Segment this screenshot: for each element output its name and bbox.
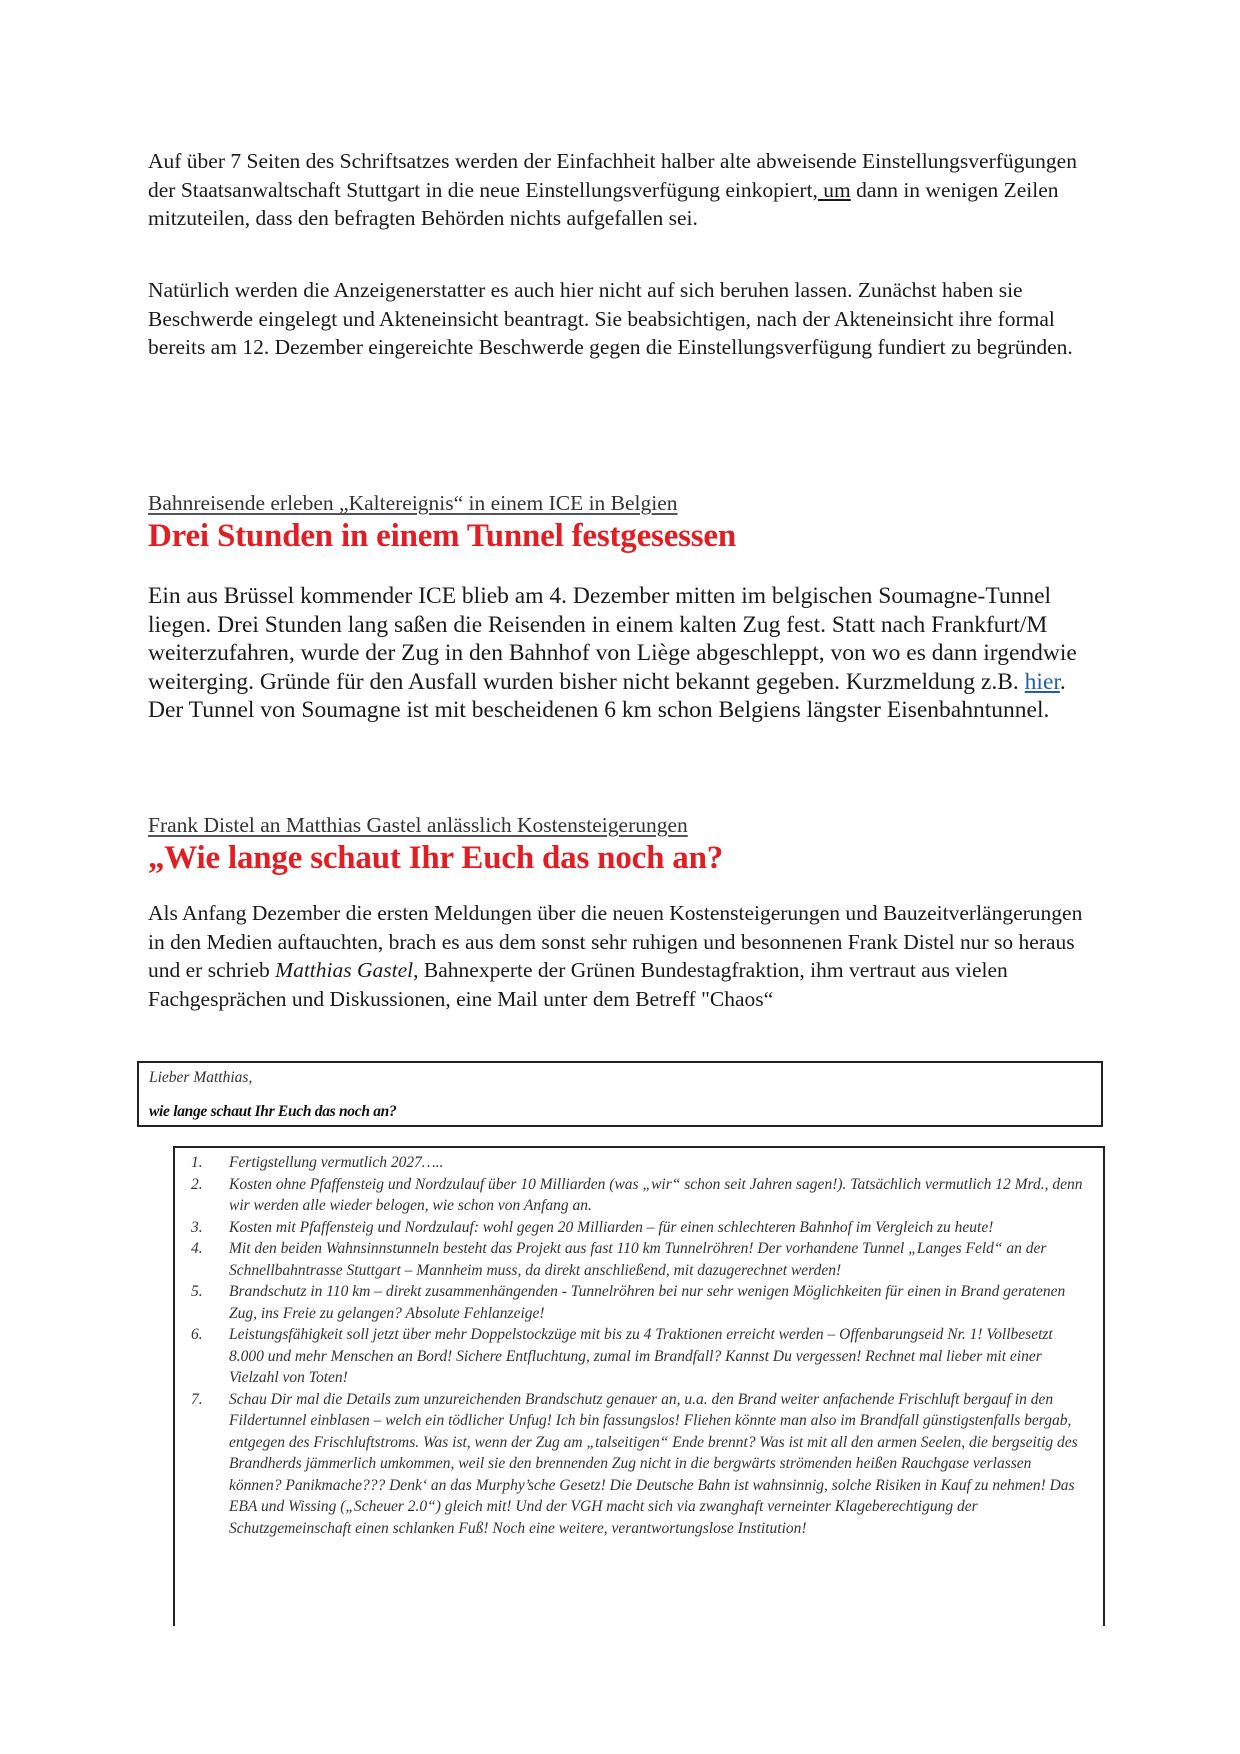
list-item-number: 5. (191, 1283, 203, 1300)
article2-body-text-a: Als Anfang Dezember die ersten Meldungen über die neuen Kostensteigerungen und Bauzeitverlängerungen in den Medien auftauchten, brach es aus dem sonst sehr ruhigen und besonnenen Frank Distel nur so heraus und er schrieb (148, 901, 1083, 982)
article2-kicker: Frank Distel an Matthias Gastel anlässlich Kostensteigerungen (148, 813, 688, 837)
intro-paragraph-1-text-b: dann in wenigen Zeilen mitzuteilen, dass den befragten Behörden nichts aufgefallen sei. (148, 177, 1059, 230)
intro-paragraph-1-underlined: , um (812, 177, 851, 202)
list-item-number: 1. (191, 1154, 203, 1171)
article1-headline: Drei Stunden in einem Tunnel festgesessen (148, 518, 737, 554)
article2-body (148, 899, 1098, 1013)
list-item (185, 1324, 1093, 1389)
list-item-text: Schau Dir mal die Details zum unzureichenden Brandschutz genauer an, u.a. den Brand weiter anfachende Frischluft bergauf in den Fildertunnel einblasen – welch ein tödlicher Unfug! Ich bin fassungslos! Fliehen könnte man also im Brandfall günstigstenfalls bergab, entgegen des Frischluftstroms. Was ist, wenn der Zug am „talseitigen“ Ende brennt? Was ist mit all den armen Seelen, die bergseitig des Brandherds jämmerlich umkommen, weil sie den brennenden Zug nicht in die bergwärts strömenden heißen Rauchgase verlassen können? Panikmache??? Denk‘ an das Murphy’sche Gesetz! Die Deutsche Bahn ist wahnsinnig, solche Risiken in Kauf zu nehmen! Das EBA und Wissing („Scheuer 2.0“) gleich mit! Und der VGH macht sich via zwanghaft verneinter Klageberechtigung der Schutzgemeinschaft einen schlanken Fuß! Noch eine weitere, verantwortungslose Institution! (229, 1390, 1078, 1537)
email-points-list (175, 1148, 1103, 1539)
article1-body-text-a: Ein aus Brüssel kommender ICE blieb am 4. Dezember mitten im belgischen Soumagne-Tunnel liegen. Drei Stunden lang saßen die Reisenden in einem kalten Zug fest. Statt nach Frankfurt/M weiterzufahren, wurde der Zug in den Bahnhof von Liège abgeschleppt, von wo es dann irgendwie weiterging. Gründe für den Ausfall wurden bisher nicht bekannt gegeben. Kurzmeldung z.B. (148, 583, 1077, 695)
article1-kicker: Bahnreisende erleben „Kaltereignis“ in einem ICE in Belgien (148, 491, 678, 515)
list-item-number: 7. (191, 1390, 203, 1408)
article2-body-text-b: , Bahnexperte der Grünen Bundestagfraktion, ihm vertraut aus vielen Fachgesprächen und Diskussionen, eine Mail unter dem Betreff "Chaos“ (148, 958, 1008, 1011)
list-item-number: 4. (191, 1240, 203, 1257)
article1-body-text-b: . Der Tunnel von Soumagne ist mit bescheidenen 6 km schon Belgiens längster Eisenbahntunnel. (148, 668, 1066, 723)
email-greeting-box (137, 1061, 1103, 1127)
intro-paragraph-2: Natürlich werden die Anzeigenerstatter es auch hier nicht auf sich beruhen lassen. Zunächst haben sie Beschwerde eingelegt und Akteneinsicht beantragt. Sie beabsichtigen, nach der Akteneinsicht ihre formal bereits am 12. Dezember eingereichte Beschwerde gegen die Einstellungsverfügung fundiert zu begründen. (148, 278, 1073, 359)
article1-body (148, 582, 1098, 725)
intro-paragraph-1 (148, 147, 1098, 233)
list-item-text: Kosten ohne Pfaffensteig und Nordzulauf über 10 Milliarden (was „wir“ schon seit Jahren sagen!). Tatsächlich vermutlich 12 Mrd., denn wir werden alle wieder belogen, wie schon von Anfang an. (229, 1175, 1083, 1214)
list-item-text: Leistungsfähigkeit soll jetzt über mehr Doppelstockzüge mit bis zu 4 Traktionen erreicht werden – Offenbarungseid Nr. 1! Vollbesetzt 8.000 und mehr Menschen an Bord! Sichere Entfluchtung, zumal im Brandfall? Kannst Du vergessen! Rechnet mal lieber mit einer Vielzahl von Toten! (229, 1326, 1053, 1386)
list-item (185, 1389, 1093, 1540)
article2-headline: „Wie lange schaut Ihr Euch das noch an? (148, 840, 724, 876)
list-item-number: 3. (191, 1218, 203, 1236)
list-item-number: 2. (191, 1175, 203, 1193)
list-item (185, 1281, 1093, 1324)
list-item (185, 1238, 1093, 1281)
intro-paragraph-1-text-a: Auf über 7 Seiten des Schriftsatzes werden der Einfachheit halber alte abweisende Einstellungsverfügungen der Staatsanwaltschaft Stuttgart in die neue Einstellungsverfügung einkopiert (148, 149, 1077, 202)
email-greeting: Lieber Matthias, (149, 1069, 253, 1086)
list-item-number: 6. (191, 1326, 203, 1343)
list-item (185, 1174, 1093, 1217)
article1-source-link[interactable]: hier (1024, 668, 1060, 695)
list-item-text: Kosten mit Pfaffensteig und Nordzulauf: wohl gegen 20 Milliarden – für einen schlechteren Bahnhof im Vergleich zu heute! (229, 1218, 994, 1236)
article2-body-recipient: Matthias Gastel (275, 958, 414, 982)
list-item (185, 1217, 1093, 1239)
email-points-box (173, 1146, 1105, 1626)
email-greeting-question: wie lange schaut Ihr Euch das noch an? (149, 1103, 397, 1120)
list-item-text: Mit den beiden Wahnsinnstunneln besteht das Projekt aus fast 110 km Tunnelröhren! Der vorhandene Tunnel „Langes Feld“ an der Schnellbahntrasse Stuttgart – Mannheim muss, da direkt anschließend, mit dazugerechnet werden! (229, 1240, 1047, 1279)
list-item (185, 1152, 1093, 1174)
list-item-text: Brandschutz in 110 km – direkt zusammenhängenden - Tunnelröhren bei nur sehr wenigen Möglichkeiten für einen in Brand geratenen Zug, ins Freie zu gelangen? Absolute Fehlanzeige! (229, 1283, 1066, 1322)
list-item-text: Fertigstellung vermutlich 2027….. (229, 1154, 444, 1171)
